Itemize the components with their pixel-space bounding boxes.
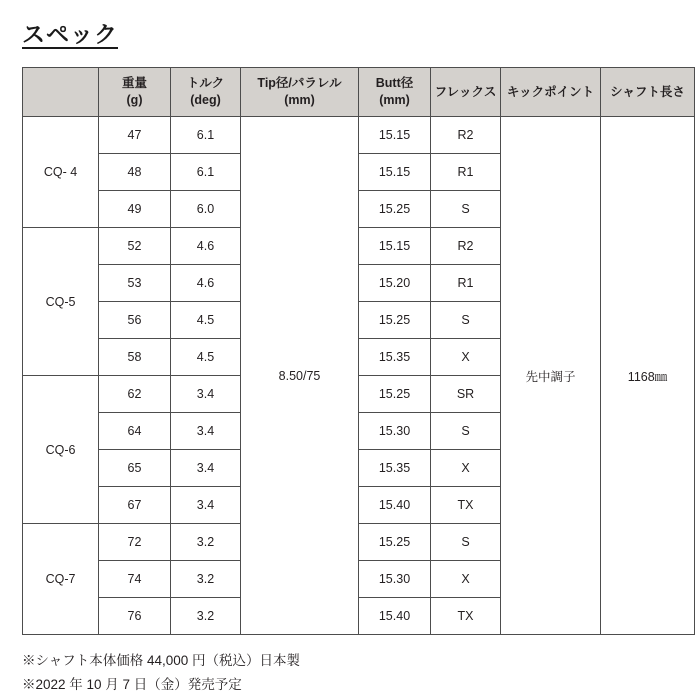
page-title: スペック <box>22 21 118 47</box>
cell-flex: S <box>431 524 501 561</box>
cell-flex: TX <box>431 598 501 635</box>
cell-butt-diameter: 15.25 <box>359 376 431 413</box>
cell-weight: 74 <box>99 561 171 598</box>
cell-torque: 4.5 <box>171 302 241 339</box>
cell-butt-diameter: 15.35 <box>359 339 431 376</box>
table-body <box>23 117 695 635</box>
header-weight-line2: (g) <box>126 93 143 107</box>
cell-torque: 3.4 <box>171 376 241 413</box>
header-tip-line2: (mm) <box>284 93 315 107</box>
spec-table <box>22 67 695 635</box>
cell-butt-diameter: 15.25 <box>359 524 431 561</box>
cell-weight: 58 <box>99 339 171 376</box>
cell-weight: 56 <box>99 302 171 339</box>
cell-butt-diameter: 15.20 <box>359 265 431 302</box>
header-torque-line2: (deg) <box>190 93 221 107</box>
cell-butt-diameter: 15.15 <box>359 228 431 265</box>
table-header <box>23 68 695 117</box>
cell-torque: 3.2 <box>171 598 241 635</box>
cell-flex: X <box>431 561 501 598</box>
cell-butt-diameter: 15.30 <box>359 413 431 450</box>
cell-butt-diameter: 15.40 <box>359 487 431 524</box>
cell-weight: 48 <box>99 154 171 191</box>
header-tip-line1: Tip径/パラレル <box>257 76 342 91</box>
cell-weight: 53 <box>99 265 171 302</box>
cell-torque: 4.5 <box>171 339 241 376</box>
cell-weight: 72 <box>99 524 171 561</box>
cell-model: CQ-6 <box>23 376 99 524</box>
cell-weight: 67 <box>99 487 171 524</box>
cell-model: CQ-5 <box>23 228 99 376</box>
cell-torque: 3.4 <box>171 487 241 524</box>
cell-flex: S <box>431 191 501 228</box>
cell-flex: X <box>431 339 501 376</box>
cell-tip-diameter: 8.50/75 <box>241 117 359 635</box>
cell-torque: 3.2 <box>171 524 241 561</box>
cell-weight: 64 <box>99 413 171 450</box>
cell-butt-diameter: 15.15 <box>359 117 431 154</box>
header-model <box>23 68 99 117</box>
cell-weight: 65 <box>99 450 171 487</box>
header-shaft-length: シャフト長さ <box>601 68 695 117</box>
cell-torque: 3.4 <box>171 413 241 450</box>
cell-flex: R2 <box>431 117 501 154</box>
header-butt-diameter <box>359 68 431 117</box>
cell-model: CQ- 4 <box>23 117 99 228</box>
cell-torque: 6.0 <box>171 191 241 228</box>
header-flex: フレックス <box>431 68 501 117</box>
cell-flex: R1 <box>431 265 501 302</box>
cell-flex: S <box>431 302 501 339</box>
cell-butt-diameter: 15.25 <box>359 302 431 339</box>
cell-model: CQ-7 <box>23 524 99 635</box>
header-tip-diameter <box>241 68 359 117</box>
cell-torque: 6.1 <box>171 154 241 191</box>
cell-butt-diameter: 15.15 <box>359 154 431 191</box>
header-weight <box>99 68 171 117</box>
cell-torque: 3.2 <box>171 561 241 598</box>
cell-weight: 62 <box>99 376 171 413</box>
header-torque <box>171 68 241 117</box>
header-butt-line1: Butt径 <box>375 76 414 91</box>
cell-flex: SR <box>431 376 501 413</box>
header-weight-line1: 重量 <box>121 76 147 91</box>
cell-flex: R1 <box>431 154 501 191</box>
note-release-date: ※2022 年 10 月 7 日（金）発売予定 <box>22 676 242 692</box>
notes <box>22 649 700 696</box>
cell-weight: 76 <box>99 598 171 635</box>
cell-butt-diameter: 15.30 <box>359 561 431 598</box>
header-kick-point: キックポイント <box>501 68 601 117</box>
note-price: ※シャフト本体価格 44,000 円（税込）日本製 <box>22 653 301 668</box>
cell-torque: 4.6 <box>171 265 241 302</box>
cell-flex: R2 <box>431 228 501 265</box>
cell-butt-diameter: 15.25 <box>359 191 431 228</box>
cell-shaft-length: 1168㎜ <box>601 117 695 635</box>
cell-weight: 52 <box>99 228 171 265</box>
header-torque-line1: トルク <box>186 76 225 91</box>
table-header-row <box>23 68 695 117</box>
cell-weight: 47 <box>99 117 171 154</box>
cell-flex: S <box>431 413 501 450</box>
cell-torque: 3.4 <box>171 450 241 487</box>
cell-torque: 6.1 <box>171 117 241 154</box>
cell-butt-diameter: 15.40 <box>359 598 431 635</box>
cell-flex: X <box>431 450 501 487</box>
cell-flex: TX <box>431 487 501 524</box>
cell-weight: 49 <box>99 191 171 228</box>
header-butt-line2: (mm) <box>379 93 410 107</box>
cell-kick-point: 先中調子 <box>501 117 601 635</box>
cell-torque: 4.6 <box>171 228 241 265</box>
cell-butt-diameter: 15.35 <box>359 450 431 487</box>
table-row <box>23 117 695 154</box>
